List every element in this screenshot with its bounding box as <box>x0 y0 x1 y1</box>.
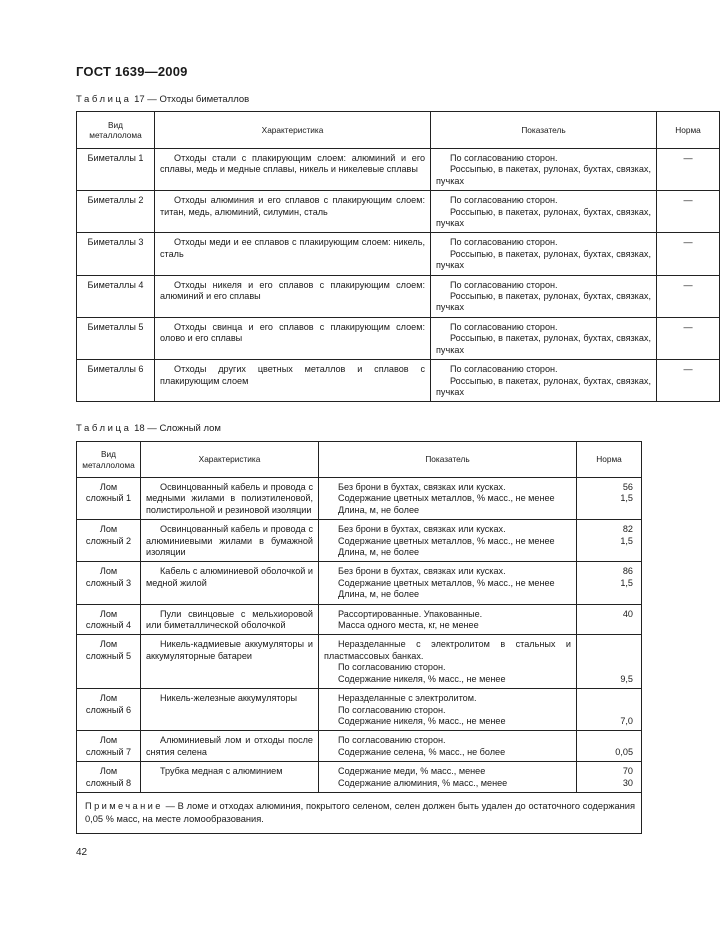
indicator-line: Без брони в бухтах, связках или кусках. <box>338 524 506 535</box>
characteristic: Освинцованный кабель и провода с алюминиевыми жилами в бумажной изоляции <box>146 524 313 558</box>
characteristic-cell <box>141 520 319 562</box>
metal-type-cell <box>77 275 155 317</box>
metal-type-cell <box>77 478 141 520</box>
table-18-caption-word: Таблица <box>76 423 132 434</box>
table-18-caption-text: 18 — Сложный лом <box>131 423 221 434</box>
indicator-line: Содержание цветных металлов, % масс., не менее <box>338 535 555 546</box>
characteristic-cell <box>141 689 319 731</box>
metal-type-cell <box>77 689 141 731</box>
note-text: — В ломе и отходах алюминия, покрытого селеном, селен должен быть удален до остаточного содержания 0,05 % масс, на месте ломообразования. <box>85 800 635 824</box>
indicator-cell <box>431 233 657 275</box>
norm-value: — <box>683 321 693 332</box>
indicator-line: По согласованию сторон. <box>450 279 558 290</box>
norm-cell <box>657 317 720 359</box>
norm-value: 40 <box>622 608 633 619</box>
characteristic-cell <box>141 635 319 689</box>
header-metal-type: Вид металлолома <box>77 112 155 149</box>
norm-value: 1,5 <box>620 577 633 588</box>
indicator-line: Содержание никеля, % масс., не менее <box>338 673 506 684</box>
norm-value: — <box>683 364 693 375</box>
indicator-cell <box>319 562 577 604</box>
characteristic: Кабель с алюминиевой оболочкой и медной жилой <box>146 566 313 588</box>
indicator <box>319 731 576 761</box>
norm-cell <box>577 731 642 762</box>
table-row <box>77 191 720 233</box>
indicator-cell <box>319 689 577 731</box>
indicator-line: По согласованию сторон. <box>450 195 558 206</box>
metal-type-cell <box>77 233 155 275</box>
page-number: 42 <box>76 847 88 858</box>
indicator <box>319 520 576 561</box>
metal-type-line: сложный 3 <box>85 577 132 588</box>
indicator-cell <box>431 149 657 191</box>
indicator-line: Россыпью, в пакетах, рулонах, бухтах, связках, пучках <box>436 375 651 397</box>
document-title: ГОСТ 1639—2009 <box>76 64 188 79</box>
norm-value: — <box>683 195 693 206</box>
indicator <box>319 762 576 792</box>
indicator-cell <box>319 762 577 793</box>
metal-type-cell <box>77 604 141 635</box>
norm-value: 0,05 <box>615 746 633 757</box>
table-18-note <box>77 792 642 833</box>
header-norm: Норма <box>657 112 720 149</box>
metal-type-cell <box>77 149 155 191</box>
indicator-cell <box>431 317 657 359</box>
metal-type: Биметаллы 6 <box>87 364 144 375</box>
metal-type-cell <box>77 635 141 689</box>
header-metal-type: Вид металлолома <box>77 442 141 478</box>
metal-type-line: сложный 1 <box>85 493 132 504</box>
indicator-cell <box>319 604 577 635</box>
metal-type-line: сложный 8 <box>85 777 132 788</box>
norm-cell <box>657 233 720 275</box>
norm-value: 1,5 <box>620 493 633 504</box>
metal-type: Биметаллы 1 <box>87 153 144 163</box>
characteristic: Пули свинцовые с мельхиоровой или биметаллической оболочкой <box>146 608 313 631</box>
norm-value: 9,5 <box>620 673 633 684</box>
characteristic-cell <box>141 562 319 604</box>
indicator-line: Длина, м, не более <box>338 547 420 558</box>
indicator-line: Россыпью, в пакетах, рулонах, бухтах, связках, пучках <box>436 206 651 229</box>
characteristic-cell <box>141 762 319 793</box>
norm-cell <box>577 762 642 793</box>
indicator-line: По согласованию сторон. <box>450 364 558 375</box>
metal-type-line: Лом <box>99 566 118 577</box>
norm-cell <box>657 360 720 402</box>
metal-type <box>77 605 140 635</box>
table-row <box>77 635 642 689</box>
indicator-line: По согласованию сторон. <box>338 662 446 673</box>
header-norm: Норма <box>577 442 642 478</box>
table-row <box>77 149 720 191</box>
norm-value: 30 <box>622 777 633 788</box>
note-label: Примечание <box>85 800 163 811</box>
metal-type-cell <box>77 191 155 233</box>
indicator-cell <box>319 731 577 762</box>
table-18-header-row <box>77 442 642 478</box>
norm-values <box>577 762 641 792</box>
indicator-line: Россыпью, в пакетах, рулонах, бухтах, связках, пучках <box>436 291 651 313</box>
table-row <box>77 762 642 793</box>
table-row <box>77 317 720 359</box>
indicator-line: Неразделанные с электролитом. <box>338 693 477 704</box>
indicator <box>319 689 576 730</box>
characteristic-cell <box>155 275 431 317</box>
characteristic-cell <box>155 360 431 402</box>
indicator <box>431 318 656 359</box>
table-18-note-row <box>77 792 642 833</box>
indicator <box>431 276 656 317</box>
table-row <box>77 360 720 402</box>
metal-type-cell <box>77 520 141 562</box>
metal-type-line: сложный 2 <box>85 535 132 546</box>
indicator-line: Рассортированные. Упакованные. <box>338 608 483 619</box>
metal-type-line: сложный 4 <box>85 620 132 631</box>
table-17-caption-word: Таблица <box>76 94 132 105</box>
norm-values <box>577 520 641 550</box>
norm-value: 86 <box>622 566 633 577</box>
norm-value: 1,5 <box>620 535 633 546</box>
characteristic-cell <box>141 478 319 520</box>
indicator-cell <box>431 360 657 402</box>
metal-type-line: Лом <box>99 482 118 492</box>
table-17 <box>76 111 720 402</box>
indicator-line: Содержание цветных металлов, % масс., не менее <box>338 493 555 504</box>
table-row <box>77 275 720 317</box>
indicator-line: Россыпью, в пакетах, рулонах, бухтах, связках, пучках <box>436 333 651 355</box>
table-18-caption <box>76 423 221 434</box>
characteristic: Отходы никеля и его сплавов с плакирующим слоем: алюминий и его сплавы <box>160 279 425 302</box>
norm-cell <box>657 275 720 317</box>
indicator <box>431 233 656 274</box>
norm-value: 70 <box>622 766 633 777</box>
indicator-cell <box>431 275 657 317</box>
indicator <box>431 360 656 401</box>
characteristic-cell <box>155 191 431 233</box>
norm-cell <box>577 689 642 731</box>
indicator-line: По согласованию сторон. <box>338 735 446 746</box>
indicator-cell <box>431 191 657 233</box>
characteristic: Отходы алюминия и его сплавов с плакирующим слоем: титан, медь, алюминий, силумин, сталь <box>160 195 425 217</box>
indicator-line: Содержание никеля, % масс., не менее <box>338 715 506 726</box>
indicator-line: По согласованию сторон. <box>450 321 558 332</box>
indicator-line: Длина, м, не более <box>338 504 420 515</box>
indicator-line: Длина, м, не более <box>338 589 420 600</box>
characteristic: Отходы других цветных металлов и сплавов с плакирующим слоем <box>160 364 425 386</box>
norm-value: 82 <box>622 524 633 535</box>
table-17-header-row <box>77 112 720 149</box>
metal-type-line: Лом <box>99 693 118 704</box>
metal-type-line: Лом <box>99 524 118 535</box>
metal-type: Биметаллы 3 <box>87 237 144 248</box>
norm-cell <box>577 604 642 635</box>
indicator-line: По согласованию сторон. <box>450 237 558 248</box>
metal-type-line: Лом <box>99 608 118 619</box>
header-characteristic: Характеристика <box>141 442 319 478</box>
indicator <box>431 149 656 190</box>
characteristic: Никель-кадмиевые аккумуляторы и аккумуляторные батареи <box>146 639 313 661</box>
norm-value: 7,0 <box>620 715 633 726</box>
metal-type-line: Лом <box>99 766 118 777</box>
metal-type <box>77 689 140 719</box>
characteristic-cell <box>155 149 431 191</box>
header-indicator: Показатель <box>431 112 657 149</box>
norm-value: — <box>683 237 693 248</box>
indicator-cell <box>319 520 577 562</box>
characteristic-cell <box>141 731 319 762</box>
indicator-line: Россыпью, в пакетах, рулонах, бухтах, связках, пучках <box>436 164 651 186</box>
norm-values <box>577 562 641 592</box>
characteristic-cell <box>155 317 431 359</box>
norm-cell <box>657 191 720 233</box>
characteristic-cell <box>155 233 431 275</box>
indicator-cell <box>319 635 577 689</box>
indicator <box>319 562 576 603</box>
metal-type: Биметаллы 5 <box>87 321 144 332</box>
indicator-line: Содержание цветных металлов, % масс., не менее <box>338 577 555 588</box>
norm-value: — <box>683 279 693 290</box>
table-18 <box>76 441 642 834</box>
indicator-line: Содержание селена, % масс., не более <box>338 746 506 757</box>
characteristic: Освинцованный кабель и провода с медными жилами в полиэтиленовой, полистирольной и резиновой изоляции <box>146 482 313 515</box>
norm-values <box>577 478 641 508</box>
metal-type-cell <box>77 562 141 604</box>
metal-type-line: Лом <box>99 639 118 650</box>
norm-cell <box>577 562 642 604</box>
metal-type-line: Лом <box>99 735 118 746</box>
norm-cell <box>577 520 642 562</box>
metal-type <box>77 635 140 665</box>
norm-values <box>577 605 641 623</box>
characteristic: Алюминиевый лом и отходы после снятия селена <box>146 735 313 757</box>
header-characteristic: Характеристика <box>155 112 431 149</box>
characteristic: Отходы меди и ее сплавов с плакирующим слоем: никель, сталь <box>160 237 425 259</box>
metal-type-cell <box>77 762 141 793</box>
metal-type-cell <box>77 317 155 359</box>
table-row <box>77 478 642 520</box>
metal-type-cell <box>77 360 155 402</box>
norm-value: — <box>683 153 693 163</box>
norm-cell <box>577 635 642 689</box>
characteristic: Никель-железные аккумуляторы <box>160 693 298 704</box>
norm-value: 56 <box>622 482 633 492</box>
metal-type <box>77 562 140 592</box>
norm-cell <box>577 478 642 520</box>
indicator <box>319 635 576 688</box>
indicator-line: Содержание алюминия, % масс., менее <box>338 777 508 788</box>
metal-type-line: сложный 5 <box>85 650 132 661</box>
characteristic: Отходы стали с плакирующим слоем: алюминий и его сплавы, медь и медные сплавы, никель и никелевые сплавы <box>160 153 425 175</box>
metal-type <box>77 731 140 761</box>
metal-type <box>77 478 140 508</box>
indicator-line: Содержание меди, % масс., менее <box>338 766 486 777</box>
metal-type <box>77 520 140 550</box>
table-17-caption-text: 17 — Отходы биметаллов <box>131 94 250 105</box>
header-indicator: Показатель <box>319 442 577 478</box>
table-row <box>77 233 720 275</box>
metal-type: Биметаллы 4 <box>87 279 144 290</box>
table-row <box>77 604 642 635</box>
table-row <box>77 562 642 604</box>
indicator <box>319 605 576 635</box>
indicator <box>319 478 576 519</box>
table-row <box>77 731 642 762</box>
characteristic-cell <box>141 604 319 635</box>
table-row <box>77 520 642 562</box>
indicator-line: По согласованию сторон. <box>450 153 558 163</box>
metal-type: Биметаллы 2 <box>87 195 144 206</box>
metal-type-cell <box>77 731 141 762</box>
table-row <box>77 689 642 731</box>
metal-type-line: сложный 7 <box>85 746 132 757</box>
indicator-line: Без брони в бухтах, связках или кусках. <box>338 566 506 577</box>
indicator-line: Неразделанные с электролитом в стальных и пластмассовых банках. <box>324 639 571 661</box>
characteristic: Отходы свинца и его сплавов с плакирующим слоем: олово и его сплавы <box>160 321 425 344</box>
indicator-line: Без брони в бухтах, связках или кусках. <box>338 482 506 492</box>
metal-type <box>77 762 140 792</box>
indicator-line: Масса одного места, кг, не менее <box>338 620 479 631</box>
indicator-cell <box>319 478 577 520</box>
metal-type-line: сложный 6 <box>85 704 132 715</box>
characteristic: Трубка медная с алюминием <box>160 766 283 777</box>
indicator-line: Россыпью, в пакетах, рулонах, бухтах, связках, пучках <box>436 248 651 271</box>
indicator <box>431 191 656 232</box>
norm-cell <box>657 149 720 191</box>
indicator-line: По согласованию сторон. <box>338 704 446 715</box>
table-17-caption <box>76 94 249 105</box>
